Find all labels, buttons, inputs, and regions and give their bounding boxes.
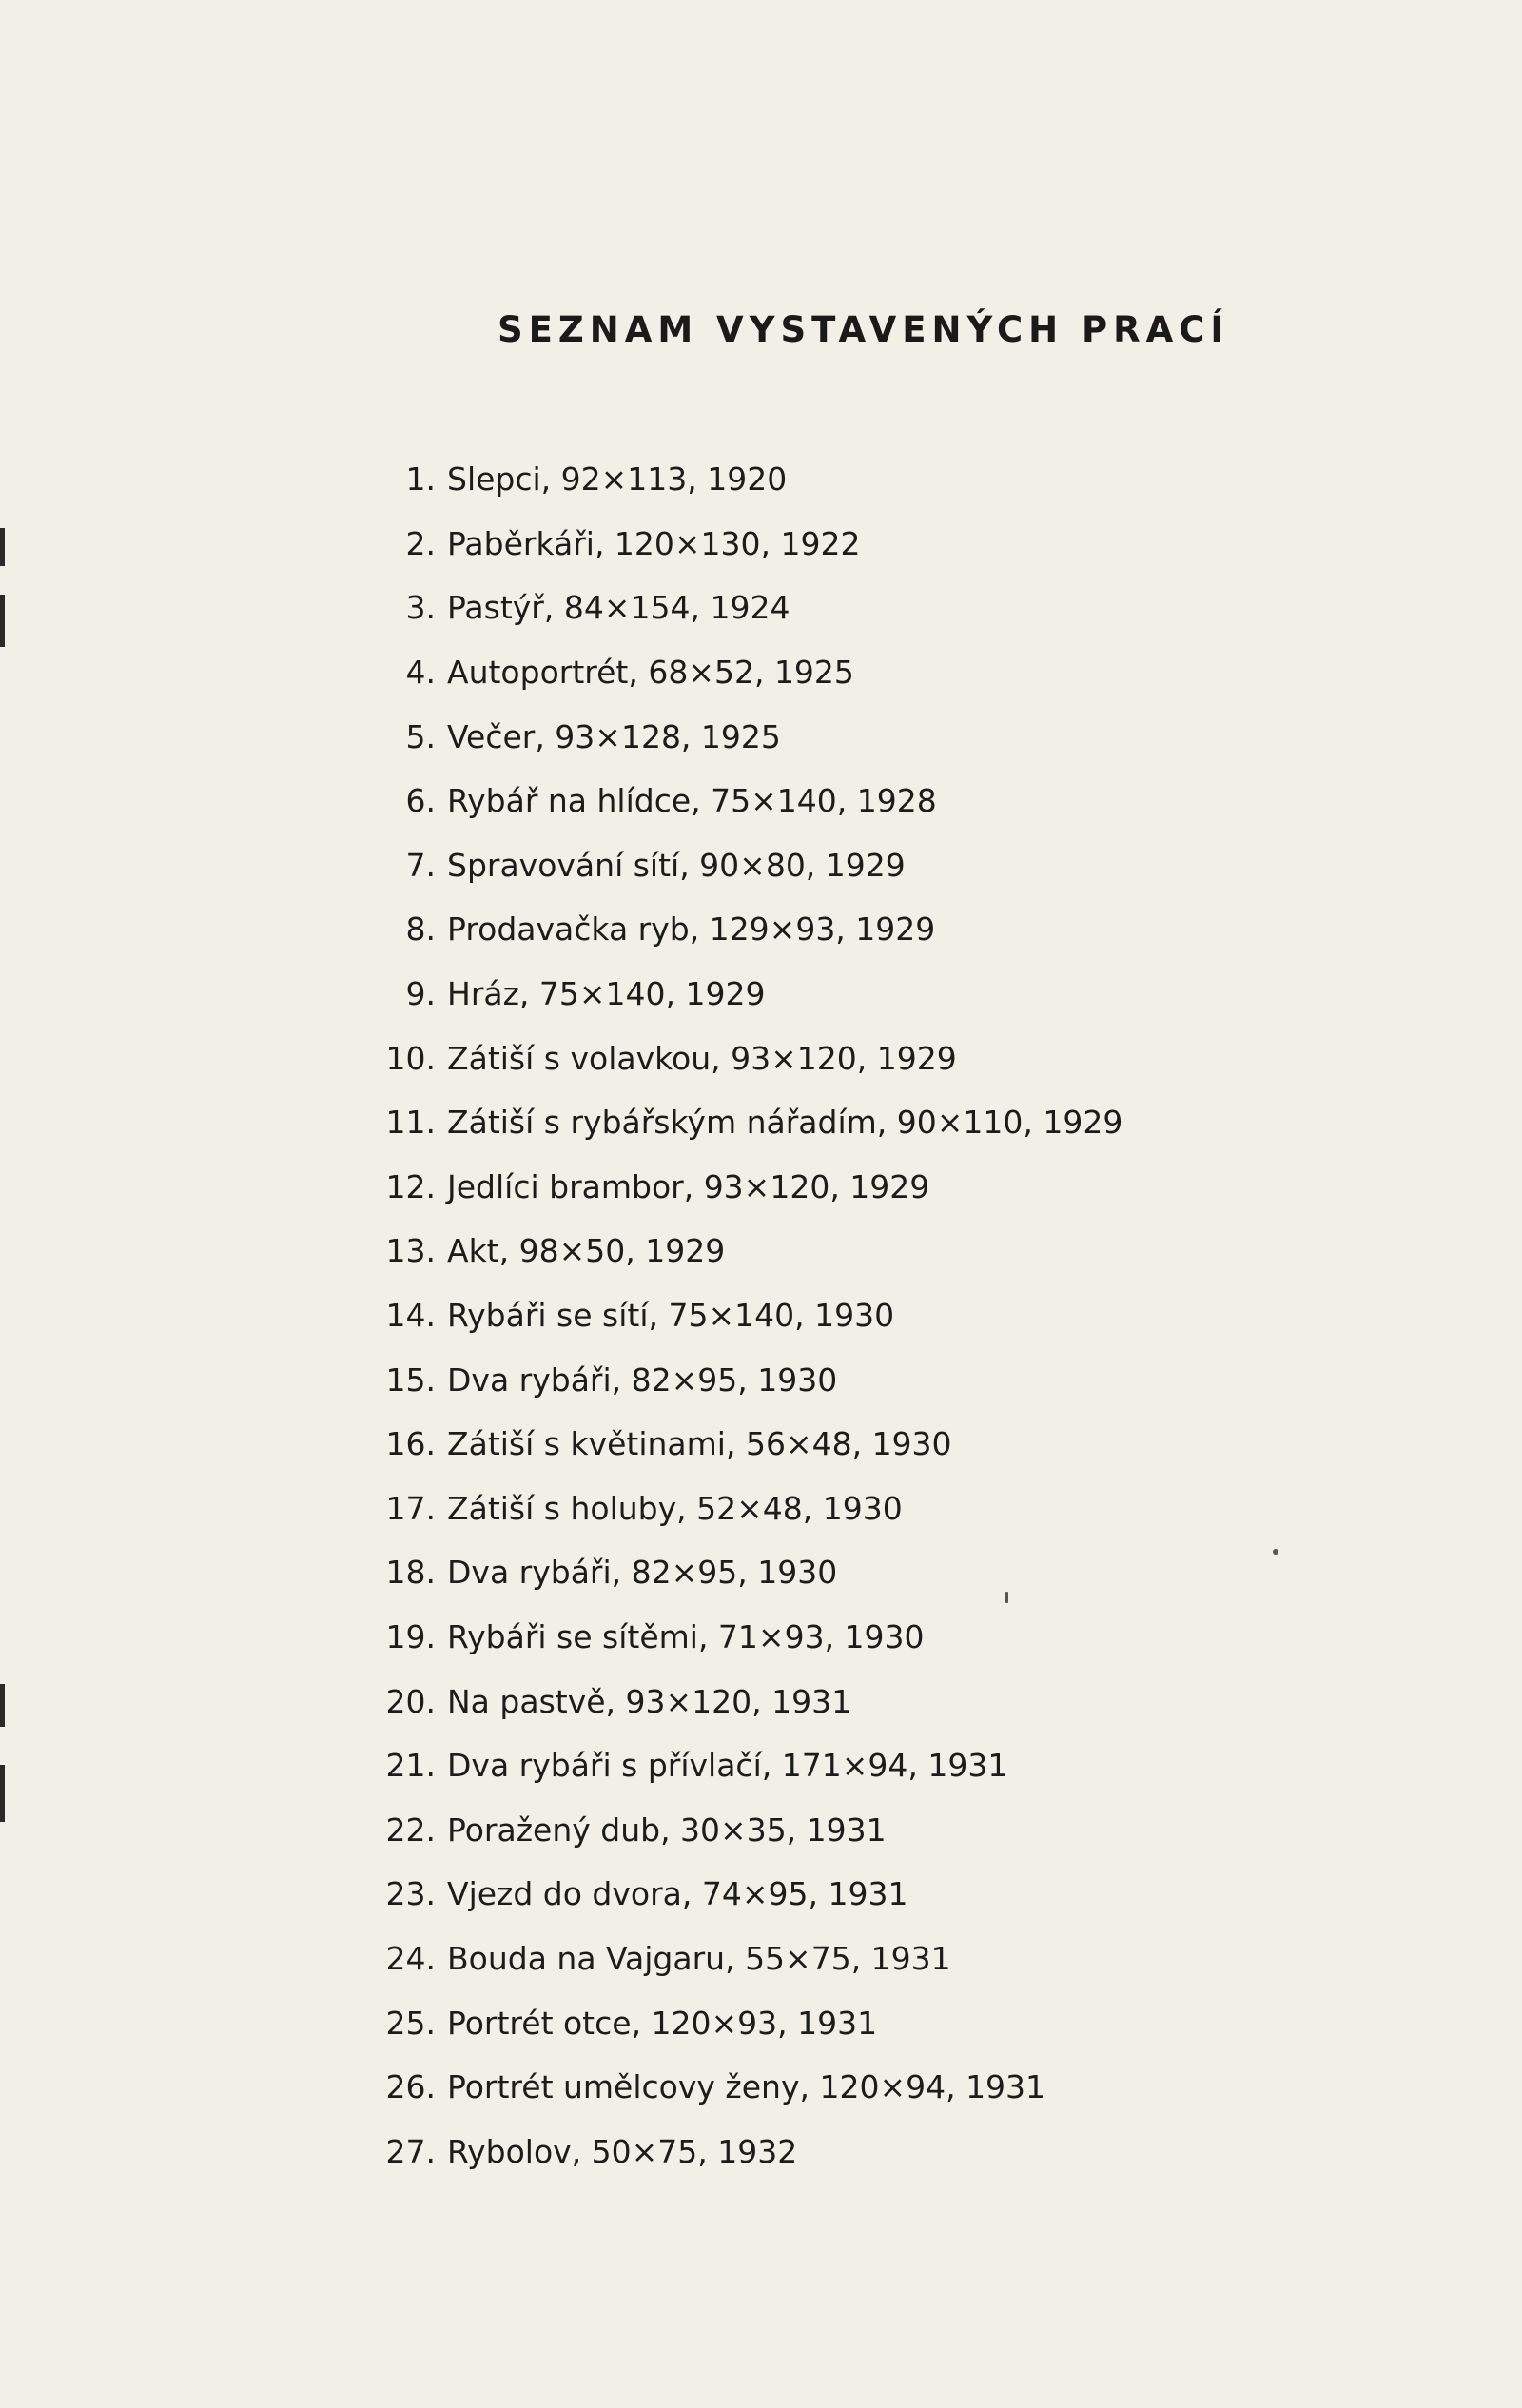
list-item — [369, 2119, 1122, 2183]
item-text: Paběrkáři, 120×130, 1922 — [447, 524, 861, 562]
list-item — [369, 576, 1122, 640]
item-text: Zátiší s rybářským nářadím, 90×110, 1929 — [447, 1104, 1123, 1142]
item-number: 21. — [385, 1747, 436, 1785]
list-item — [369, 1155, 1122, 1220]
list-item — [369, 1927, 1122, 1991]
item-number: 18. — [385, 1554, 436, 1592]
list-item — [369, 1090, 1122, 1155]
list-item — [369, 704, 1122, 769]
item-number: 11. — [385, 1104, 436, 1142]
item-text: Rybář na hlídce, 75×140, 1928 — [447, 782, 937, 820]
item-number: 23. — [385, 1875, 436, 1913]
item-text: Dva rybáři, 82×95, 1930 — [447, 1361, 838, 1399]
list-item — [369, 962, 1122, 1027]
item-text: Vjezd do dvora, 74×95, 1931 — [447, 1875, 908, 1913]
item-number: 4. — [405, 654, 436, 692]
list-item — [369, 1605, 1122, 1670]
item-number: 14. — [385, 1297, 436, 1335]
item-number: 7. — [405, 846, 436, 884]
item-number: 3. — [405, 589, 436, 627]
list-item — [369, 1026, 1122, 1090]
item-text: Hráz, 75×140, 1929 — [447, 975, 766, 1013]
list-item — [369, 2055, 1122, 2120]
list-item — [369, 512, 1122, 577]
item-number: 25. — [385, 2004, 436, 2042]
list-item — [369, 1733, 1122, 1798]
list-item — [369, 1347, 1122, 1412]
item-text: Zátiší s holuby, 52×48, 1930 — [447, 1489, 903, 1527]
item-text: Autoportrét, 68×52, 1925 — [447, 654, 854, 692]
list-item — [369, 1219, 1122, 1283]
binding-mark — [0, 595, 5, 647]
binding-mark — [0, 528, 5, 566]
list-item — [369, 1477, 1122, 1541]
item-text: Dva rybáři s přívlačí, 171×94, 1931 — [447, 1747, 1008, 1785]
item-number: 13. — [385, 1232, 436, 1270]
list-item — [369, 1669, 1122, 1733]
list-item — [369, 897, 1122, 962]
list-item — [369, 1283, 1122, 1348]
item-text: Na pastvě, 93×120, 1931 — [447, 1682, 852, 1720]
list-item — [369, 769, 1122, 833]
list-item — [369, 833, 1122, 898]
item-number: 26. — [385, 2068, 436, 2106]
item-text: Dva rybáři, 82×95, 1930 — [447, 1554, 838, 1592]
item-text: Spravování sítí, 90×80, 1929 — [447, 846, 906, 884]
item-number: 15. — [385, 1361, 436, 1399]
item-text: Jedlíci brambor, 93×120, 1929 — [447, 1167, 930, 1205]
item-number: 5. — [405, 717, 436, 755]
item-number: 20. — [385, 1682, 436, 1720]
item-number: 22. — [385, 1811, 436, 1849]
list-item — [369, 1797, 1122, 1862]
item-number: 17. — [385, 1489, 436, 1527]
item-number: 16. — [385, 1425, 436, 1463]
item-text: Rybáři se sítí, 75×140, 1930 — [447, 1297, 895, 1335]
binding-mark — [0, 1765, 5, 1822]
list-item — [369, 1540, 1122, 1605]
list-item — [369, 447, 1122, 512]
list-item — [369, 640, 1122, 705]
item-text: Večer, 93×128, 1925 — [447, 717, 781, 755]
item-text: Slepci, 92×113, 1920 — [447, 460, 788, 499]
item-number: 8. — [405, 910, 436, 949]
page-title: SEZNAM VYSTAVENÝCH PRACÍ — [498, 308, 1230, 350]
paper-speck — [1273, 1549, 1278, 1555]
list-item — [369, 1412, 1122, 1477]
item-text: Bouda na Vajgaru, 55×75, 1931 — [447, 1939, 951, 1977]
list-item — [369, 1862, 1122, 1927]
item-number: 9. — [405, 975, 436, 1013]
item-text: Portrét umělcovy ženy, 120×94, 1931 — [447, 2068, 1046, 2106]
item-text: Rybolov, 50×75, 1932 — [447, 2132, 798, 2170]
item-number: 2. — [405, 524, 436, 562]
list-item — [369, 1990, 1122, 2055]
item-number: 10. — [385, 1039, 436, 1077]
item-text: Prodavačka ryb, 129×93, 1929 — [447, 910, 936, 949]
item-number: 27. — [385, 2132, 436, 2170]
item-number: 12. — [385, 1167, 436, 1205]
item-text: Portrét otce, 120×93, 1931 — [447, 2004, 878, 2042]
item-number: 24. — [385, 1939, 436, 1977]
item-text: Pastýř, 84×154, 1924 — [447, 589, 790, 627]
binding-mark — [0, 1684, 5, 1727]
item-number: 19. — [385, 1617, 436, 1655]
item-text: Zátiší s květinami, 56×48, 1930 — [447, 1425, 952, 1463]
item-text: Akt, 98×50, 1929 — [447, 1232, 726, 1270]
item-number: 1. — [405, 460, 436, 499]
exhibited-works-list — [369, 447, 1122, 2183]
item-number: 6. — [405, 782, 436, 820]
item-text: Rybáři se sítěmi, 71×93, 1930 — [447, 1617, 925, 1655]
item-text: Zátiší s volavkou, 93×120, 1929 — [447, 1039, 957, 1077]
item-text: Poražený dub, 30×35, 1931 — [447, 1811, 887, 1849]
